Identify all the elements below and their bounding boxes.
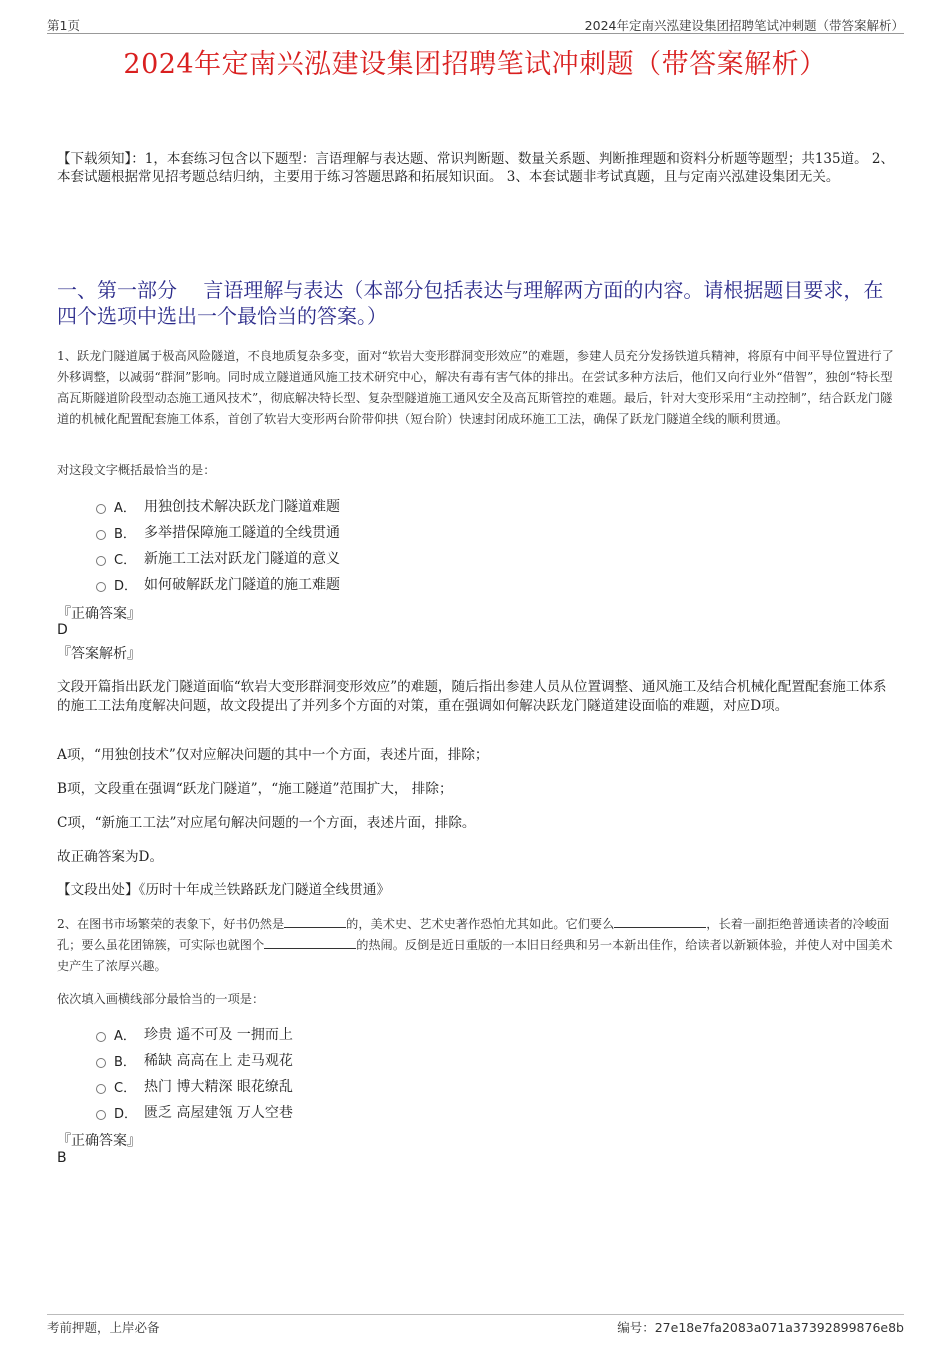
radio-icon[interactable] <box>96 530 106 540</box>
option-c[interactable] <box>96 545 596 571</box>
option-text: 珍贵 遥不可及 一拥而上 <box>144 1027 293 1043</box>
fill-blank[interactable] <box>614 914 706 928</box>
radio-icon[interactable] <box>96 1084 106 1094</box>
correct-answer: B <box>57 1150 67 1166</box>
option-text: 新施工工法对跃龙门隧道的意义 <box>144 551 340 567</box>
page-number: 第1页 <box>47 18 80 33</box>
question-1-text: 1、跃龙门隧道属于极高风险隧道，不良地质复杂多变，面对“软岩大变形群洞变形效应”的难题，参建人员充分发扬铁道兵精神，将原有中间平导位置进行了外移调整，以减弱“群洞”影响。同时成立隧道通风施工技术研究中心，解决有毒有害气体的排出。在尝试多种方法后，他们又向行业外“借智”，独创“特长型高瓦斯隧道阶段型动态施工通风技术”，彻底解决特长型、复杂型隧道施工通风安全及高瓦斯管控的难题。最后，针对大变形采用“主动控制”，结合跃龙门隧道的机械化配置配套施工体系，首创了软岩大变形两台阶带仰拱（短台阶）快速封闭成环施工工法，确保了跃龙门隧道全线的顺利贯通。 <box>57 349 894 426</box>
radio-icon[interactable] <box>96 1110 106 1120</box>
option-text: 热门 博大精深 眼花缭乱 <box>144 1079 293 1095</box>
option-text: 稀缺 高高在上 走马观花 <box>144 1053 293 1069</box>
option-c[interactable] <box>96 1073 596 1099</box>
analysis-paragraph: B项，文段重在强调“跃龙门隧道”，“施工隧道”范围扩大， 排除； <box>57 781 453 797</box>
option-a[interactable] <box>96 1021 596 1047</box>
option-letter: B． <box>114 526 136 542</box>
footer-slogan: 考前押题，上岸必备 <box>47 1320 160 1335</box>
header-doc-title: 2024年定南兴泓建设集团招聘笔试冲刺题（带答案解析） <box>584 18 904 33</box>
option-letter: A． <box>114 1028 136 1044</box>
question-2-prompt: 依次填入画横线部分最恰当的一项是： <box>57 992 265 1006</box>
option-letter: C． <box>114 1080 137 1096</box>
radio-icon[interactable] <box>96 582 106 592</box>
document-title: 2024年定南兴泓建设集团招聘笔试冲刺题（带答案解析） <box>123 49 827 80</box>
fill-blank[interactable] <box>284 914 346 928</box>
q2-part: 2、在图书市场繁荣的表象下，好书仍然是 <box>57 917 285 931</box>
option-letter: C． <box>114 552 137 568</box>
option-text: 用独创技术解决跃龙门隧道难题 <box>144 499 340 515</box>
q2-part: 的热闹。反倒是近日重版的一本旧日经典和另一本新出佳作，给读者以新颖体验，并使人对中国美术史产生了浓厚兴趣。 <box>57 938 893 973</box>
q2-part: ，长着一副拒绝普通读者的冷峻面孔；要么虽花团锦簇，可实际也就图个 <box>57 917 890 952</box>
option-d[interactable] <box>96 1099 596 1125</box>
fill-blank[interactable] <box>264 935 356 949</box>
question-1-options <box>96 493 596 597</box>
download-notice: 【下载须知】：1，本套练习包含以下题型：言语理解与表达题、常识判断题、数量关系题、判断推理题和资料分析题等题型；共135道。 2、本套试题根据常见招考题总结归纳，主要用于练习答题思路和拓展知识面。 3、本套试题非考试真题，且与定南兴泓建设集团无关。 <box>57 151 894 185</box>
option-text: 多举措保障施工隧道的全线贯通 <box>144 525 340 541</box>
option-a[interactable] <box>96 493 596 519</box>
analysis-label: 『答案解析』 <box>57 646 141 662</box>
source-citation: 【文段出处】《历时十年成兰铁路跃龙门隧道全线贯通》 <box>57 882 391 898</box>
analysis-paragraph: 文段开篇指出跃龙门隧道面临“软岩大变形群洞变形效应”的难题，随后指出参建人员从位置调整、通风施工及结合机械化配置配套施工体系的施工工法角度解决问题，故文段提出了并列多个方面的对策，重在强调如何解决跃龙门隧道建设面临的难题，对应D项。 <box>57 679 887 714</box>
option-d[interactable] <box>96 571 596 597</box>
document-id: 编号：27e18e7fa2083a071a37392899876e8b <box>617 1320 904 1335</box>
answer-label: 『正确答案』 <box>57 1133 141 1149</box>
page-header <box>47 14 904 34</box>
option-letter: B． <box>114 1054 136 1070</box>
option-letter: D． <box>114 578 138 594</box>
radio-icon[interactable] <box>96 1058 106 1068</box>
radio-icon[interactable] <box>96 1032 106 1042</box>
correct-answer: D <box>57 622 68 638</box>
option-text: 匮乏 高屋建瓴 万人空巷 <box>144 1105 293 1121</box>
radio-icon[interactable] <box>96 504 106 514</box>
question-1-prompt: 对这段文字概括最恰当的是： <box>57 463 216 477</box>
analysis-paragraph: 故正确答案为D。 <box>57 849 164 865</box>
option-letter: A． <box>114 500 136 516</box>
section-heading: 一、第一部分 言语理解与表达（本部分包括表达与理解两方面的内容。请根据题目要求，在四个选项中选出一个最恰当的答案。） <box>57 278 884 328</box>
option-text: 如何破解跃龙门隧道的施工难题 <box>144 577 340 593</box>
answer-label: 『正确答案』 <box>57 606 141 622</box>
question-2-options <box>96 1021 596 1125</box>
analysis-paragraph: A项，“用独创技术”仅对应解决问题的其中一个方面，表述片面，排除； <box>57 747 489 763</box>
question-2-text <box>57 914 897 977</box>
q2-part: 的，美术史、艺术史著作恐怕尤其如此。它们要么 <box>346 917 615 931</box>
radio-icon[interactable] <box>96 556 106 566</box>
analysis-paragraph: C项，“新施工工法”对应尾句解决问题的一个方面，表述片面，排除。 <box>57 815 476 831</box>
option-b[interactable] <box>96 519 596 545</box>
page-footer <box>47 1314 904 1335</box>
option-letter: D． <box>114 1106 138 1122</box>
option-b[interactable] <box>96 1047 596 1073</box>
